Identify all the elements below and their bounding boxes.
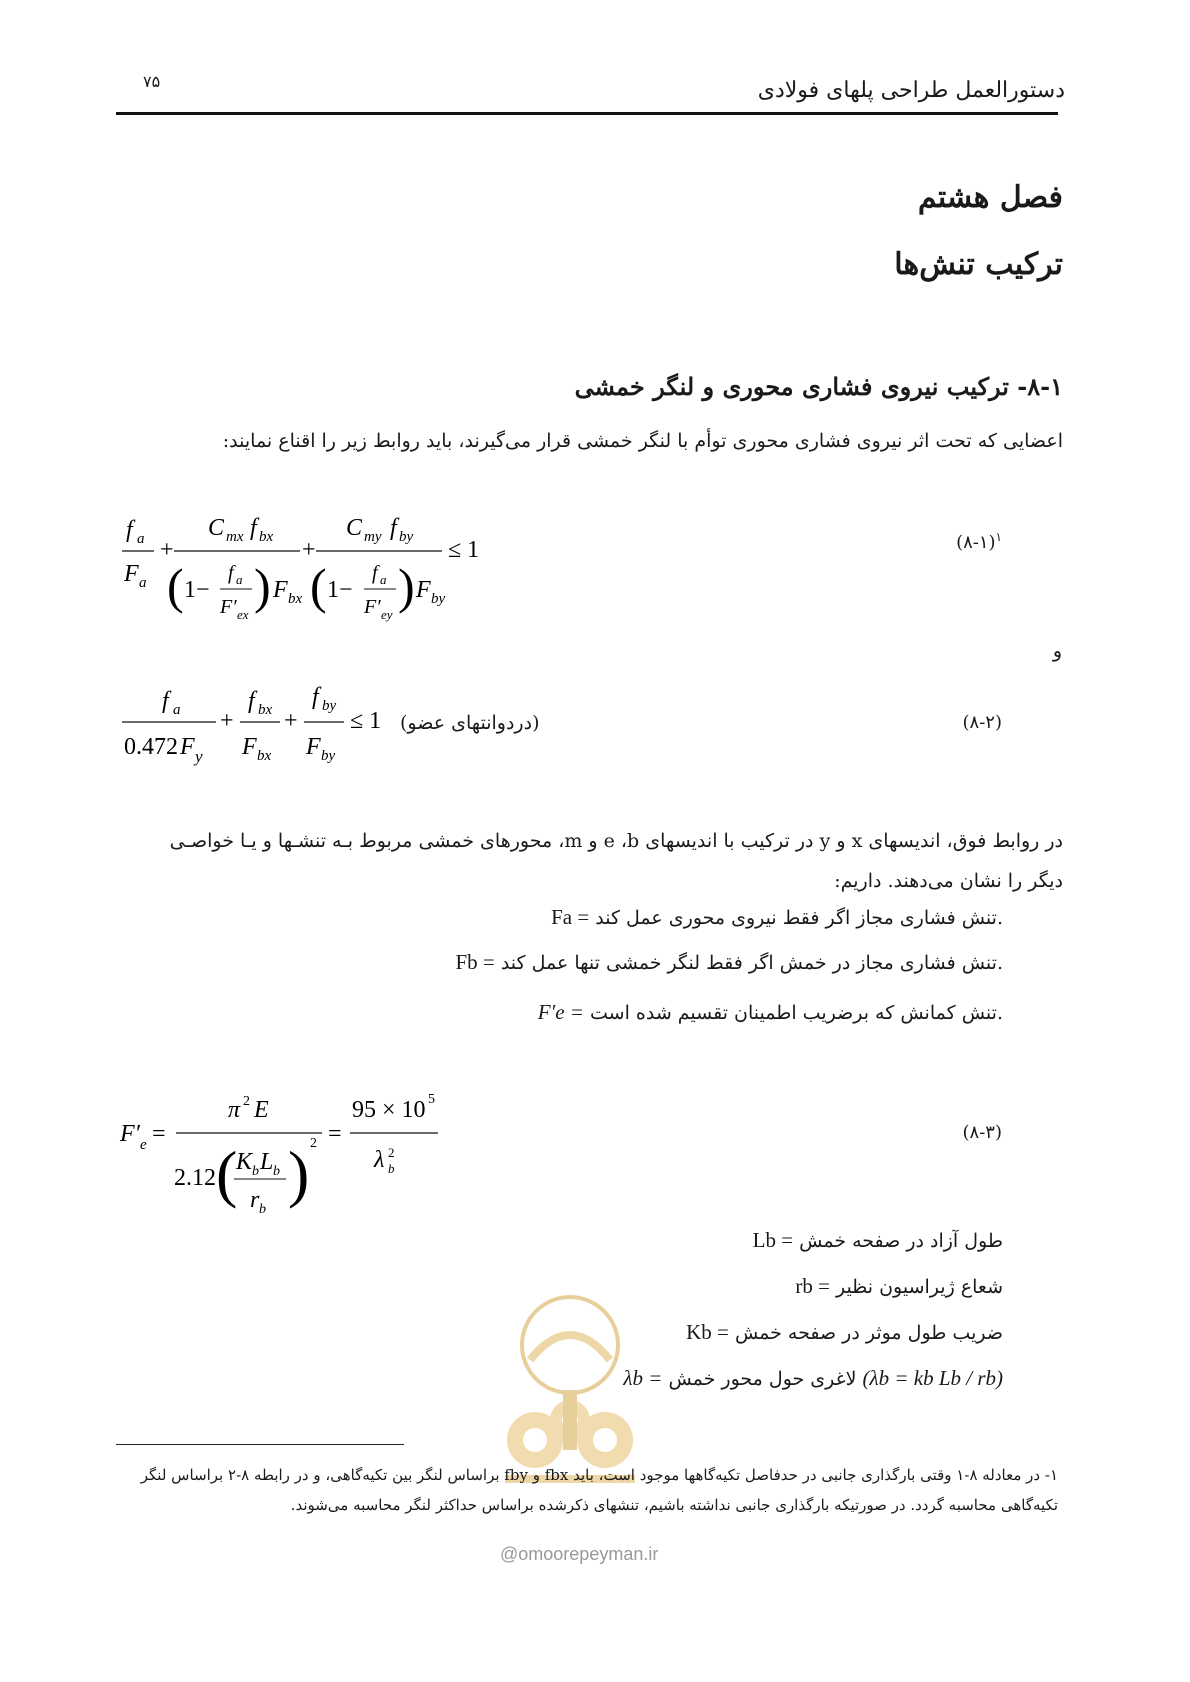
svg-text:bx: bx: [259, 529, 274, 545]
svg-text:≤ 1: ≤ 1: [448, 537, 480, 563]
definition-fa: [551, 905, 1003, 930]
svg-text:bx: bx: [258, 702, 273, 718]
svg-text:2: 2: [243, 1094, 250, 1109]
svg-text:F: F: [180, 734, 195, 760]
explanation-line-1: در روابط فوق، اندیسهای x و y در ترکیب با اندیسهای e ،b و m، محورهای خمشی مربوط بـه تنشـها و یـا خواصـی: [169, 830, 1063, 852]
svg-text:a: a: [380, 572, 387, 587]
svg-text:2: 2: [310, 1136, 317, 1151]
footnote-line-1: ۱- در معادله ۸-۱ وقتی بارگذاری جانبی در حدفاصل تکیه‌گاهها موجود است، باید fbx و fby براساس لنگر بین تکیه‌گاهی، و در رابطه ۸-۲ براساس لنگر: [140, 1466, 1058, 1484]
definition-fe-text: تنش کمانش که برضریب اطمینان تقسیم شده است.: [590, 1002, 1003, 1024]
svg-text:f: f: [312, 684, 319, 710]
chapter-title: فصل هشتم: [917, 180, 1063, 215]
svg-text:=: =: [328, 1121, 342, 1147]
definition-lambda-text: لاغری حول محور خمش: [668, 1368, 857, 1390]
svg-text:f: f: [390, 515, 397, 541]
svg-text:+: +: [160, 537, 174, 563]
svg-text:0.472: 0.472: [124, 734, 178, 760]
svg-text:2: 2: [388, 1145, 395, 1160]
definition-fb-text: تنش فشاری مجاز در خمش اگر فقط لنگر خمشی تنها عمل کند.: [500, 952, 1003, 974]
svg-text:by: by: [431, 591, 446, 607]
svg-text:f: f: [228, 562, 234, 584]
definition-lb: [753, 1228, 1003, 1253]
svg-text:ex: ex: [237, 607, 249, 622]
definition-rb-symbol: rb =: [795, 1274, 830, 1298]
definition-lambda-symbol: λb =: [623, 1366, 663, 1390]
svg-text:2.12: 2.12: [174, 1165, 216, 1191]
section-heading: ۸-۱- ترکیب نیروی فشاری محوری و لنگر خمشی: [574, 372, 1063, 401]
svg-text:r: r: [250, 1187, 260, 1213]
svg-text:bx: bx: [257, 748, 272, 764]
svg-text:π: π: [228, 1097, 241, 1123]
svg-text:≤ 1: ≤ 1: [350, 708, 382, 734]
svg-text:by: by: [321, 748, 336, 764]
definition-fe-symbol: F′e =: [537, 1000, 584, 1024]
svg-text:F: F: [273, 577, 288, 603]
svg-text:): ): [254, 558, 271, 614]
equation-8-1-footnote-mark: ۱: [995, 530, 1002, 544]
chapter-subtitle: ترکیب تنش‌ها: [894, 247, 1063, 282]
definition-fa-text: تنش فشاری مجاز اگر فقط نیروی محوری عمل کند.: [595, 907, 1003, 929]
equation-8-2-condition: (دردوانتهای عضو): [400, 712, 540, 734]
svg-text:by: by: [399, 529, 414, 545]
equation-8-3-number: (۸-۳): [962, 1122, 1002, 1143]
svg-text:1−: 1−: [327, 577, 353, 603]
definition-rb: [795, 1274, 1003, 1299]
svg-text:+: +: [302, 537, 316, 563]
definition-lb-symbol: Lb =: [752, 1228, 794, 1252]
svg-text:y: y: [195, 747, 203, 766]
svg-text:5: 5: [428, 1092, 435, 1107]
svg-text:mx: mx: [226, 529, 244, 545]
svg-text:(: (: [310, 558, 327, 614]
svg-text:bx: bx: [288, 591, 303, 607]
section-intro: اعضایی که تحت اثر نیروی فشاری محوری توأم با لنگر خمشی قرار می‌گیرند، باید روابط زیر را اقناع نمایند:: [222, 430, 1063, 452]
svg-text:f: f: [126, 517, 133, 543]
definition-kb: [686, 1320, 1003, 1345]
definition-rb-text: شعاع ژیراسیون نظیر: [835, 1276, 1003, 1298]
svg-text:b: b: [273, 1164, 280, 1179]
svg-text:my: my: [364, 529, 382, 545]
equation-8-1: [120, 505, 540, 645]
svg-text:+: +: [284, 708, 298, 734]
equation-8-2: [120, 680, 390, 770]
svg-text:f: f: [372, 562, 378, 584]
svg-text:C: C: [346, 515, 363, 541]
footnote-rule: [116, 1444, 404, 1445]
svg-text:a: a: [139, 575, 147, 591]
svg-text:F: F: [306, 734, 321, 760]
svg-text:f: f: [248, 688, 255, 714]
svg-text:F′: F′: [120, 1121, 140, 1147]
svg-text:b: b: [388, 1161, 395, 1176]
explanation-line-2: دیگر را نشان می‌دهند. داریم:: [834, 870, 1063, 892]
definition-kb-text: ضریب طول موثر در صفحه خمش: [734, 1322, 1003, 1344]
svg-text:a: a: [173, 702, 181, 718]
svg-text:a: a: [137, 531, 145, 547]
equation-8-1-number: (۸-۱): [956, 532, 996, 553]
svg-text:F: F: [124, 561, 139, 587]
svg-text:95 × 10: 95 × 10: [352, 1097, 426, 1123]
definition-lb-text: طول آزاد در صفحه خمش: [799, 1230, 1003, 1252]
equation-8-3: [118, 1085, 448, 1225]
definition-fb-symbol: Fb =: [455, 950, 495, 974]
conjunction-and: و: [1052, 640, 1062, 662]
svg-text:E: E: [254, 1097, 269, 1123]
definition-lambda: [623, 1366, 1003, 1391]
svg-text:f: f: [162, 688, 169, 714]
header-rule: [116, 112, 1058, 115]
svg-text:F: F: [416, 577, 431, 603]
definition-fa-symbol: Fa =: [551, 905, 590, 929]
svg-text:L: L: [260, 1149, 274, 1175]
svg-text:b: b: [252, 1164, 259, 1179]
svg-text:1−: 1−: [184, 577, 210, 603]
svg-text:): ): [288, 1138, 310, 1209]
svg-text:by: by: [322, 698, 337, 714]
svg-text:e: e: [140, 1137, 147, 1153]
running-header-title: دستورالعمل طراحی پلهای فولادی: [757, 78, 1065, 103]
definition-fb: [456, 950, 1004, 975]
svg-text:ey: ey: [381, 607, 393, 622]
svg-text:+: +: [220, 708, 234, 734]
svg-text:f: f: [250, 515, 257, 541]
svg-text:a: a: [236, 572, 243, 587]
svg-text:b: b: [259, 1202, 266, 1217]
definition-lambda-formula: (λb = kb Lb / rb): [862, 1366, 1003, 1390]
svg-text:K: K: [236, 1149, 253, 1175]
svg-text:λ: λ: [374, 1147, 385, 1173]
svg-text:F: F: [242, 734, 257, 760]
footnote-line-2: تکیه‌گاهی محاسبه گردد. در صورتیکه بارگذاری جانبی نداشته باشیم، تنشهای ذکرشده براساس حداکثر لنگر محاسبه می‌شوند.: [290, 1496, 1058, 1514]
watermark-text: @omoorepeyman.ir: [500, 1544, 659, 1564]
svg-text:F′: F′: [220, 596, 237, 618]
definition-kb-symbol: Kb =: [686, 1320, 729, 1344]
page-number: ۷۵: [143, 72, 161, 91]
svg-text:C: C: [208, 515, 225, 541]
svg-text:(: (: [216, 1138, 238, 1209]
svg-text:): ): [398, 558, 415, 614]
svg-text:(: (: [167, 558, 184, 614]
definition-fe: [538, 1000, 1003, 1025]
svg-text:=: =: [152, 1121, 166, 1147]
equation-8-2-number: (۸-۲): [962, 712, 1002, 733]
svg-text:F′: F′: [364, 596, 381, 618]
